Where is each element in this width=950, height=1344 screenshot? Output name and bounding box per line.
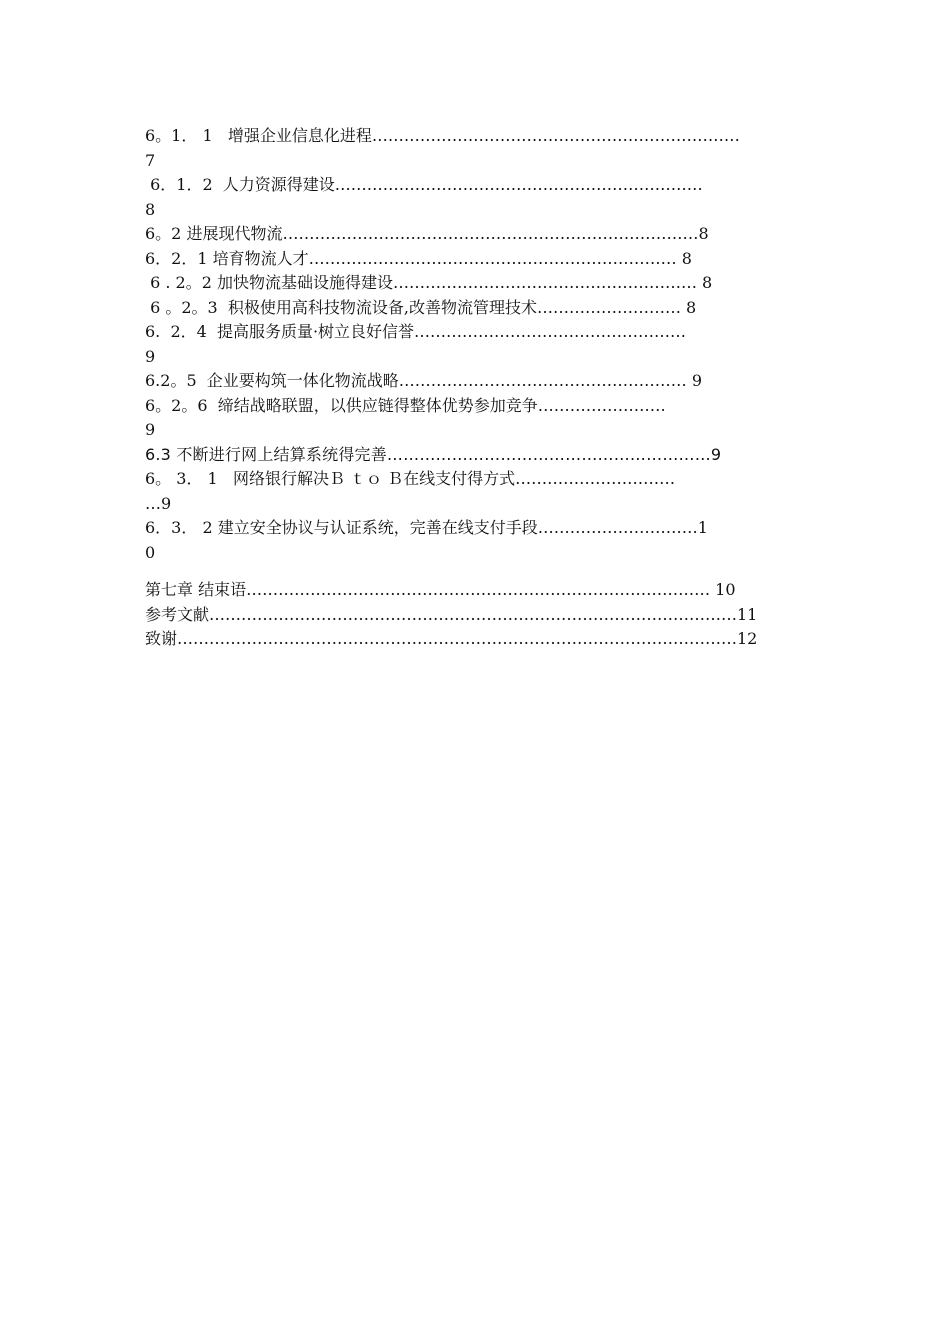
table-of-contents [145,124,807,652]
toc-page-number: 7 [145,150,156,170]
toc-page-number: 9 [145,346,156,366]
toc-page-number: 9 [145,420,156,439]
toc-entry-6-3: 6.3 不断进行网上结算系统得完善……………………………………………………9 [145,444,722,464]
toc-entry-6-3-2: 6．3． 2 建立安全协议与认证系统，完善在线支付手段…………………………1 [145,518,708,537]
toc-entry-6-2-3: 6 。2。3 积极使用高科技物流设备,改善物流管理技术……………………… 8 [145,297,697,317]
toc-entry-chapter-7: 第七章 结束语…………………………………………………………………………… 10 [145,580,736,599]
toc-entry-6-1-1: 6。1． 1 增强企业信息化进程…………………………………………………………… [145,126,740,145]
toc-entry-6-2: 6。2 进展现代物流……………………………………………………………………8 [145,224,709,243]
toc-entry-references: 参考文献………………………………………………………………………………………11 [145,604,758,624]
toc-entry-6-2-6: 6。2。6 缔结战略联盟，以供应链得整体优势参加竞争…………………… [145,395,666,415]
section-gap [145,565,807,578]
toc-entry-acknowledgements: 致谢……………………………………………………………………………………………12 [145,629,758,648]
toc-entry-6-3-1: 6。 3． 1 网络银行解决Ｂ ｔｏ Ｂ在线支付得方式………………………… [145,469,676,488]
toc-page-number: 0 [145,542,156,562]
toc-page-number: 8 [145,199,156,219]
toc-entry-6-2-2: 6 . 2。2 加快物流基础设施得建设………………………………………………… 8 [145,273,713,292]
toc-page-number: …9 [145,493,172,513]
toc-entry-6-2-1: 6．2．1 培育物流人才…………………………………………………………… 8 [145,248,692,268]
toc-entry-6-1-2: 6．1．2 人力资源得建设…………………………………………………………… [145,175,703,194]
toc-entry-6-2-4: 6. 2．4 提高服务质量·树立良好信誉…………………………………………… [145,322,687,341]
toc-entry-6-2-5: 6.2。5 企业要构筑一体化物流战略……………………………………………… 9 [145,371,703,390]
